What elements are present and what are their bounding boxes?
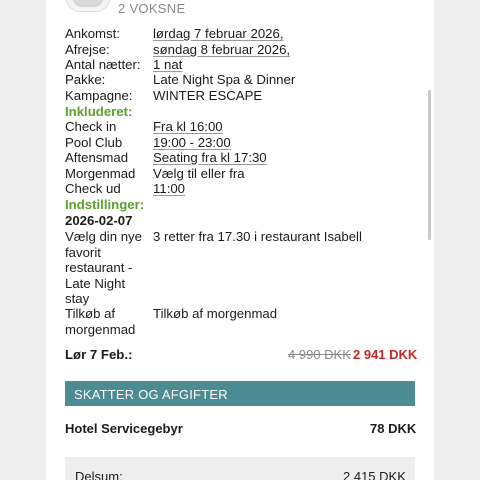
included-label: Aftensmad (65, 150, 129, 165)
taxes-header[interactable]: SKATTER OG AFGIFTER (65, 381, 415, 406)
settings-date: 2026-02-07 (65, 213, 133, 228)
nights-value: 1 nat (153, 57, 183, 72)
subtotal-label: Delsum: (75, 469, 123, 480)
nights-label: Antal nætter: (65, 57, 141, 72)
service-fee-value: 78 DKK (370, 421, 417, 436)
included-label: Morgenmad (65, 166, 136, 181)
restaurant-label: Vælg din nye favorit restaurant - Late Night stay (65, 229, 142, 306)
guest-count: 2 VOKSNE (118, 1, 186, 16)
subtotal-value: 2 415 DKK (343, 469, 406, 480)
old-price: 4 990 DKK (288, 347, 351, 362)
service-fee-label: Hotel Servicegebyr (65, 421, 183, 436)
arrival-label: Ankomst: (65, 26, 120, 41)
included-heading: Inkluderet: (65, 104, 133, 119)
included-value: 19:00 - 23:00 (153, 135, 231, 150)
included-label: Check in (65, 119, 117, 134)
included-value: Vælg til eller fra (153, 166, 245, 181)
settings-heading: Indstillinger: (65, 197, 145, 212)
included-label: Pool Club (65, 135, 123, 150)
campaign-value: WINTER ESCAPE (153, 88, 263, 103)
breakfast-value: Tilkøb af morgenmad (153, 306, 278, 321)
included-value: Fra kl 16:00 (153, 119, 223, 134)
day-price-label: Lør 7 Feb.: (65, 347, 133, 362)
campaign-label: Kampagne: (65, 88, 133, 103)
scrollbar[interactable] (428, 90, 431, 240)
arrival-value: lørdag 7 februar 2026, (153, 26, 284, 41)
package-label: Pakke: (65, 72, 106, 87)
departure-value: søndag 8 februar 2026, (153, 42, 291, 57)
package-value: Late Night Spa & Dinner (153, 72, 296, 87)
breakfast-label: Tilkøb af morgenmad (65, 306, 136, 337)
departure-label: Afrejse: (65, 42, 110, 57)
restaurant-value: 3 retter fra 17.30 i restaurant Isabell (153, 229, 362, 244)
new-price: 2 941 DKK (353, 347, 418, 362)
included-value: Seating fra kl 17:30 (153, 150, 267, 165)
included-label: Check ud (65, 181, 121, 196)
included-value: 11:00 (153, 181, 186, 196)
